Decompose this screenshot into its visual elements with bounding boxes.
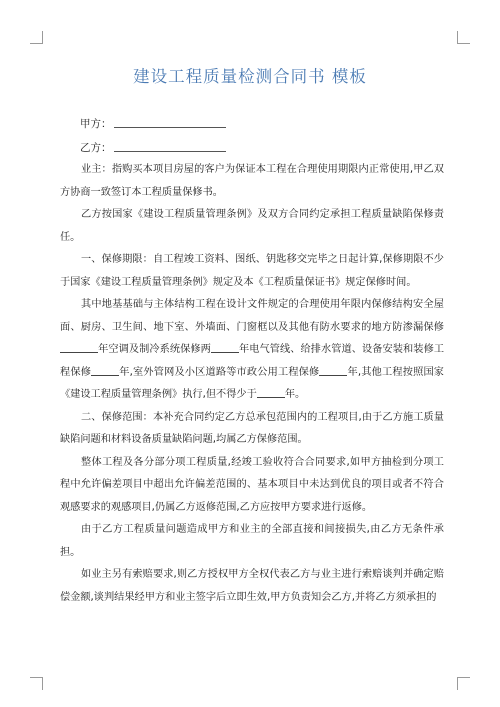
crop-mark-top-right xyxy=(457,31,470,44)
paragraph-warranty-scope: 二、保修范围：本补充合同约定乙方总承包范围内的工程项目,由于乙方施工质量缺陷问题和材料设备质量缺陷问题,均属乙方保修范围。 xyxy=(60,411,444,445)
blank-field xyxy=(70,342,98,353)
document-title: 建设工程质量检测合同书 模板 xyxy=(133,67,367,86)
blank-field xyxy=(60,342,70,353)
paragraph-quality-repair: 整体工程及各分部分项工程质量,经竣工验收符合合同要求,如甲方抽检到分项工程中允许偏差项目中超出允许偏差范围的、基本项目中未达到优良的项目或者不符合观感要求的观感项目,仍属乙方返修范围,乙方应按甲方要求进行返修。 xyxy=(60,456,444,513)
blank-field xyxy=(91,365,119,376)
paragraph-warranty-terms: 其中地基基础与主体结构工程在设计文件规定的合理使用年限内保修结构安全屋面、厨房、卫生间、地下室、外墙面、门窗框以及其他有防水要求的地方防渗漏保修年空调及制冷系统保修两 年电气管线、给排水管道、设备安装和装修工程保修 年,室外管网及小区道路等市政公用工程保修 年,其他工程按照国家《建设工程质量管理条例》执行,但不得少于 年。 xyxy=(60,299,445,400)
crop-mark-top-left xyxy=(30,31,43,44)
paragraph-liability: 由于乙方工程质量问题造成甲方和业主的全部直接和间接损失,由乙方无条件承担。 xyxy=(60,524,444,558)
party-b-row xyxy=(80,140,226,155)
blank-field xyxy=(211,342,239,353)
blank-field xyxy=(257,387,285,398)
crop-mark-bottom-right xyxy=(457,677,470,690)
party-a-blank xyxy=(114,117,226,128)
party-b-label: 乙方： xyxy=(80,142,112,154)
paragraph-claims: 如业主另有索赔要求,则乙方授权甲方全权代表乙方与业主进行索赔谈判并确定赔偿金额,谈判结果经甲方和业主签字后立即生效,甲方负责知会乙方,并将乙方须承担的 xyxy=(60,569,444,603)
party-a-row xyxy=(80,116,226,131)
crop-mark-bottom-left xyxy=(30,677,43,690)
party-a-label: 甲方： xyxy=(80,118,112,130)
body-text xyxy=(60,159,444,609)
blank-field xyxy=(319,365,347,376)
paragraph-responsibility: 乙方按国家《建设工程质量管理条例》及双方合同约定承担工程质量缺陷保修责任。 xyxy=(60,209,444,243)
paragraph-warranty-period: 一、保修期限：自工程竣工资料、图纸、钥匙移交完毕之日起计算,保修期限不少于国家《建设工程质量管理条例》规定及本《工程质量保证书》规定保修时间。 xyxy=(60,254,444,288)
paragraph-owner: 业主：指购买本项目房屋的客户为保证本工程在合理使用期限内正常使用,甲乙双方协商一致签订本工程质量保修书。 xyxy=(60,164,444,198)
party-b-blank xyxy=(114,141,226,152)
